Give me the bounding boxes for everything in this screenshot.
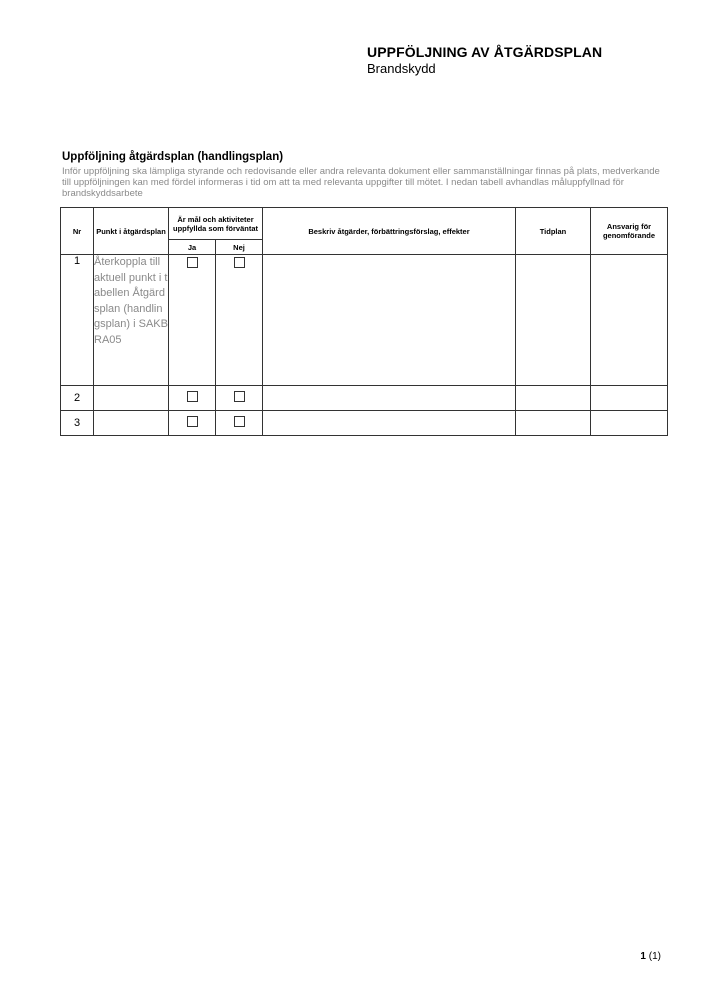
- timeline-field[interactable]: [516, 411, 591, 436]
- document-title: UPPFÖLJNING AV ÅTGÄRDSPLAN: [367, 44, 603, 60]
- responsible-field[interactable]: [591, 411, 668, 436]
- page-current: 1: [640, 951, 646, 962]
- describe-field[interactable]: [263, 255, 516, 386]
- table-row: [61, 255, 668, 386]
- no-checkbox[interactable]: [234, 391, 245, 402]
- point-placeholder: Återkoppla till aktuell punkt i tabellen Åtgärdsplan (handlingsplan) i SAKBRA05: [94, 256, 168, 346]
- section-intro: Inför uppföljning ska lämpliga styrande och redovisande eller andra relevanta dokument eller sammanställningar finnas på plats, medverkande till uppföljningen kan med fördel informeras i tid om att ta med relevanta uppgifter till mötet. I nedan tabell avhandlas måluppfyllnad för brandskyddsarbete: [62, 166, 660, 199]
- row-number: 2: [61, 386, 94, 411]
- point-field[interactable]: [94, 386, 169, 411]
- follow-up-section: [62, 150, 668, 199]
- point-field[interactable]: [94, 255, 169, 386]
- no-checkbox[interactable]: [234, 257, 245, 268]
- column-header-responsible: Ansvarig för genomförande: [591, 208, 668, 255]
- page-number: [640, 951, 661, 962]
- responsible-field[interactable]: [591, 386, 668, 411]
- responsible-field[interactable]: [591, 255, 668, 386]
- page-total: (1): [648, 951, 661, 962]
- timeline-field[interactable]: [516, 386, 591, 411]
- yes-checkbox[interactable]: [187, 257, 198, 268]
- row-number: 1: [61, 255, 94, 386]
- describe-field[interactable]: [263, 386, 516, 411]
- yes-checkbox[interactable]: [187, 391, 198, 402]
- yes-checkbox[interactable]: [187, 416, 198, 427]
- column-header-describe: Beskriv åtgärder, förbättringsförslag, effekter: [263, 208, 516, 255]
- table-row: [61, 386, 668, 411]
- describe-field[interactable]: [263, 411, 516, 436]
- follow-up-table: [60, 207, 668, 436]
- column-header-nr: Nr: [61, 208, 94, 255]
- row-number: 3: [61, 411, 94, 436]
- column-header-yes: Ja: [169, 240, 216, 255]
- point-field[interactable]: [94, 411, 169, 436]
- column-header-point: Punkt i åtgärdsplan: [94, 208, 169, 255]
- timeline-field[interactable]: [516, 255, 591, 386]
- column-header-timeline: Tidplan: [516, 208, 591, 255]
- section-heading: Uppföljning åtgärdsplan (handlingsplan): [62, 151, 284, 163]
- document-header: [367, 44, 602, 76]
- column-header-no: Nej: [216, 240, 263, 255]
- column-header-goals: Är mål och aktiviteter uppfyllda som förväntat: [169, 208, 263, 240]
- document-subtitle: Brandskydd: [367, 61, 436, 76]
- table-row: [61, 411, 668, 436]
- no-checkbox[interactable]: [234, 416, 245, 427]
